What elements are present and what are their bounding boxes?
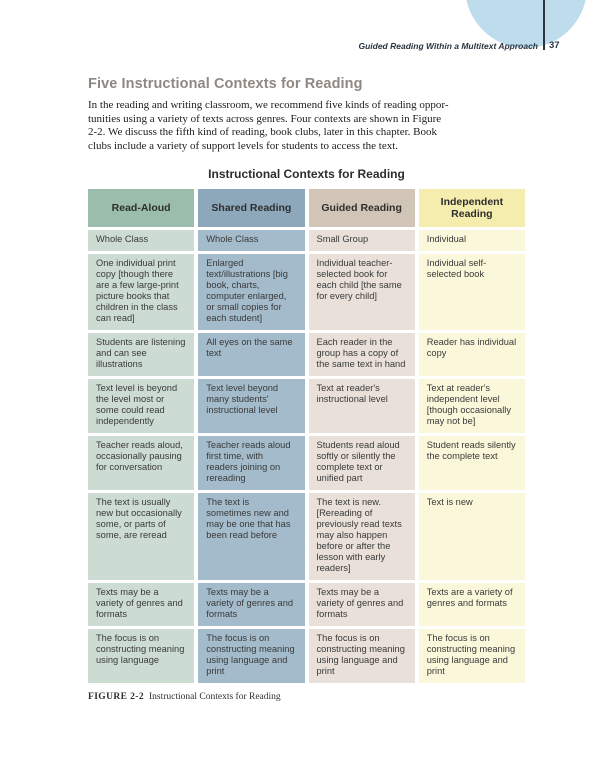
table-cell-r4-read-aloud: Text level is beyond the level most or some could read independently [88, 379, 194, 433]
table-cell-r2-shared-reading: Enlarged text/illustrations [big book, charts, computer enlarged, or small copies for each student] [198, 254, 304, 330]
paragraph-line: clubs include a variety of support levels for students to access the text. [88, 139, 399, 152]
table-cell-r7-guided-reading: Texts may be a variety of genres and formats [309, 583, 415, 626]
table-cell-r2-read-aloud: One individual print copy [though there are a few large-print picture books that children in the class can read] [88, 254, 194, 330]
table-cell-r1-read-aloud: Whole Class [88, 230, 194, 251]
paragraph-line: 2-2. We discuss the fifth kind of reading, book clubs, later in this chapter. Book [88, 126, 438, 139]
table-cell-r5-read-aloud: Teacher reads aloud, occasionally pausing for conversation [88, 436, 194, 490]
table-cell-r8-guided-reading: The focus is on constructing meaning using language and print [309, 629, 415, 683]
table-cell-r5-independent-reading: Student reads silently the complete text [419, 436, 525, 490]
table-cell-r2-independent-reading: Individual self-selected book [419, 254, 525, 330]
table-cell-r4-guided-reading: Text at reader's instructional level [309, 379, 415, 433]
table-cell-r4-independent-reading: Text at reader's independent level [though occasionally may not be] [419, 379, 525, 433]
table-cell-r4-shared-reading: Text level beyond many students' instructional level [198, 379, 304, 433]
column-header-read-aloud: Read-Aloud [88, 189, 194, 227]
table-cell-r8-independent-reading: The focus is on constructing meaning using language and print [419, 629, 525, 683]
table-cell-r3-independent-reading: Reader has individual copy [419, 333, 525, 376]
figure-caption-text: Instructional Contexts for Reading [149, 692, 281, 703]
table-cell-r7-read-aloud: Texts may be a variety of genres and formats [88, 583, 194, 626]
table-cell-r7-independent-reading: Texts are a variety of genres and formats [419, 583, 525, 626]
table-cell-r1-independent-reading: Individual [419, 230, 525, 251]
section-heading: Five Instructional Contexts for Reading [88, 76, 363, 92]
table-cell-r2-guided-reading: Individual teacher-selected book for each child [the same for every child] [309, 254, 415, 330]
table-cell-r5-shared-reading: Teacher reads aloud first time, with readers joining on rereading [198, 436, 304, 490]
table-title: Instructional Contexts for Reading [208, 167, 405, 182]
table-cell-r7-shared-reading: Texts may be a variety of genres and formats [198, 583, 304, 626]
table-cell-r3-read-aloud: Students are listening and can see illustrations [88, 333, 194, 376]
column-header-shared-reading: Shared Reading [198, 189, 304, 227]
intro-paragraph [88, 99, 518, 153]
header-vertical-rule [543, 0, 545, 50]
page-number: 37 [549, 40, 560, 51]
table-cell-r6-read-aloud: The text is usually new but occasionally some, or parts of some, are reread [88, 493, 194, 580]
running-head: Guided Reading Within a Multitext Approach [358, 41, 538, 51]
page-content [88, 76, 525, 702]
table-cell-r6-guided-reading: The text is new. [Rereading of previously read texts may also happen before or after the lesson with early readers] [309, 493, 415, 580]
table-cell-r8-shared-reading: The focus is on constructing meaning using language and print [198, 629, 304, 683]
table-cell-r6-independent-reading: Text is new [419, 493, 525, 580]
table-cell-r1-guided-reading: Small Group [309, 230, 415, 251]
table-cell-r3-guided-reading: Each reader in the group has a copy of the same text in hand [309, 333, 415, 376]
column-header-independent-reading: Independent Reading [419, 189, 525, 227]
contexts-table [88, 189, 525, 683]
figure-caption [88, 692, 525, 702]
paragraph-line: In the reading and writing classroom, we recommend five kinds of reading oppor- [88, 99, 449, 111]
column-header-guided-reading: Guided Reading [309, 189, 415, 227]
table-cell-r1-shared-reading: Whole Class [198, 230, 304, 251]
figure-caption-label: FIGURE 2-2 [88, 692, 144, 703]
table-cell-r6-shared-reading: The text is sometimes new and may be one that has been read before [198, 493, 304, 580]
table-cell-r5-guided-reading: Students read aloud softly or silently the complete text or unified part [309, 436, 415, 490]
paragraph-line: tunities using a variety of texts across genres. Four contexts are shown in Figure [88, 112, 442, 125]
table-cell-r3-shared-reading: All eyes on the same text [198, 333, 304, 376]
table-cell-r8-read-aloud: The focus is on constructing meaning using language [88, 629, 194, 683]
